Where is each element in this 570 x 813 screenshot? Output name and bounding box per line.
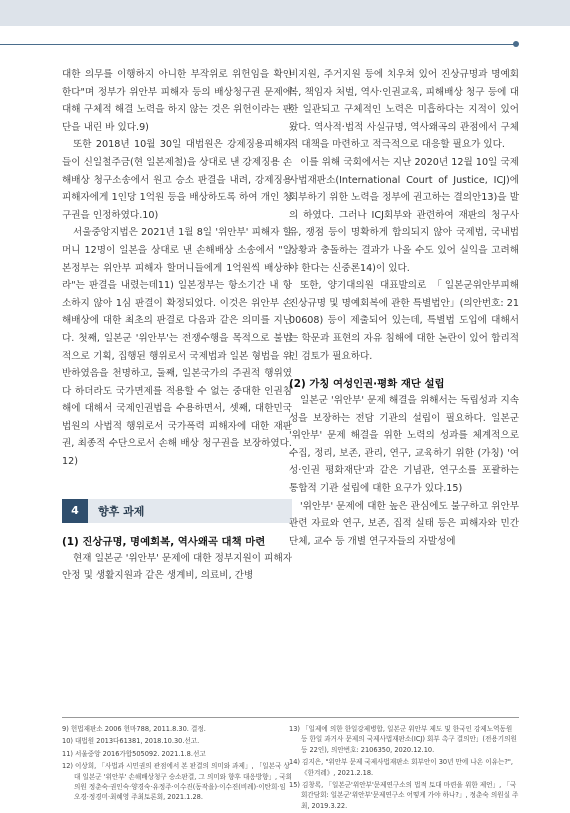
footnote: 10) 대법원 2013다61381, 2018.10.30.선고. (62, 737, 200, 746)
footnotes-right (289, 717, 519, 813)
footnote: 14) 김지은, "위안부 문제 국제사법재판소 회부안이 30년 만에 나온 이유는?", 《한겨레》, 2021.2.18. (289, 758, 513, 777)
paragraph: 일본군 '위안부' 문제 해결을 위해서는 독립성과 지속성을 보장하는 전담 기관의 설립이 필요하다. 일본군 '위안부' 문제 해결을 위한 노력의 성과를 체계적으로 수집, 정리, 보존, 관리, 연구, 교육하기 위한 (가칭) '여성·인권 평화재단'과 같은 기념관, 연구소를 포괄하는 통합적 기관 설립에 대한 요구가 있다.15) (289, 395, 519, 495)
footnote: 9) 헌법재판소 2006 헌마788, 2011.8.30. 결정. (62, 725, 206, 733)
paragraph: 서울중앙지법은 2021년 1월 8일 '위안부' 피해자 할머니 12명이 일본을 상대로 낸 손해배상 소송에서 "일본정부는 위안부 피해자 할머니들에게 1억원씩 배상하라"는 판결을 내렸는데11) 일본정부는 항소기간 내 항소하지 않아 1심 판결이 확정되었다. 이것은 위안부 손해배상에 대한 최초의 판결로 다음과 같은 의미를 지닌다. 첫째, 일본군 '위안부'는 전쟁수행을 목적으로 불법적으로 기획, 집행된 행위로서 국제법과 일본 형법을 위반하였음을 천명하고, 둘째, 일본국가의 주권적 행위였다 하더라도 국가면제를 적용할 수 없는 중대한 인권침해에 대해서 국제인권법을 수용하면서, 셋째, 대한민국 법원의 사법적 행위로서 국가폭력 피해자에 대한 재판권, 최종적 수단으로서 손해 배상 청구권을 보장하였다.12) (62, 227, 292, 468)
section-heading (62, 499, 292, 523)
right-column (289, 66, 519, 550)
header-band (0, 0, 570, 26)
paragraph: 또한, 양기대의원 대표발의로 「일본군위안부피해 진상규명 및 명예회복에 관한 특별법안」(의안번호: 2100608) 등이 제출되어 있는데, 특별법 도입에 대해서는 학문과 표현의 자유 침해에 대한 논란이 있어 합리적인 검토가 필요하다. (289, 280, 519, 362)
footnote: 11) 서울중앙 2016가합505092. 2021.1.8.선고 (62, 749, 206, 758)
footnote: 13) 「일제에 의한 한일강제병합, 일본군 위안부 제도 및 한국인 강제노역동원 등 한일 과거사 문제의 국제사법재판소(ICJ) 회부 촉구 결의안」(전용기의원 등 22인), 의안번호: 2106350, 2020.12.10. (289, 725, 517, 754)
section-number: 4 (62, 499, 88, 523)
footnote: 15) 김창록, 「일본군'위안부'문제연구소의 법적 토대 마련을 위한 제언」, 「국회간담회: 일본군'위안부'문제연구소 어떻게 가야 하나?」, 정춘숙 의원실 주최, 2019.3.22. (289, 781, 519, 810)
paragraph: 현재 일본군 '위안부' 문제에 대한 정부지원이 피해자안정 및 생활지원과 같은 생계비, 의료비, 간병 (62, 552, 292, 582)
header-rule (0, 44, 515, 45)
paragraph: 비지원, 주거지원 등에 치우쳐 있어 진상규명과 명예회복, 책임자 처벌, 역사·인권교육, 피해배상 청구 등에 대한 일관되고 구체적인 노력은 미흡하다는 지적이 있어왔다. 역사적·법적 사실규명, 역사왜곡의 관점에서 구체적 대책을 마련하고 적극적으로 대응할 필요가 있다. (289, 69, 519, 151)
paragraph: 대한 의무를 이행하지 아니한 부작위로 위헌임을 확인한다"며 정부가 위안부 피해자 등의 배상청구권 문제에 대해 구체적 해결 노력을 하지 않는 것은 위헌이라는 판단을 내린 바 있다.9) (62, 69, 292, 133)
section-title: 향후 과제 (98, 504, 145, 518)
left-column (62, 66, 292, 585)
footnotes-left (62, 717, 292, 805)
subheading: (1) 진상규명, 명예회복, 역사왜곡 대책 마련 (62, 535, 266, 548)
subheading: (2) 가칭 여성인권·평화 재단 설립 (289, 378, 445, 391)
footnote: 12) 이상희, 「사법과 시민권의 관점에서 본 판결의 의미와 과제」, 「일본국 상대 일본군 '위안부' 손해배상청구 승소판결, 그 의미와 향후 대응방향」, 국회의원 정춘숙·권인숙·양경숙·유정주·이수진(동작을)·이수진(비례)·이탄희·임오경·정경미·최혜영 주최토론회, 2021.1.28. (62, 762, 292, 802)
header-rule-dot (513, 41, 519, 47)
paragraph: 또한 2018년 10월 30일 대법원은 강제징용피해자들이 신일철주금(현 일본제철)을 상대로 낸 강제징용 손해배상 청구소송에서 원고 승소 판결을 내려, 강제징용피해자에게 1인당 1억원 등을 배상하도록 하여 개인 청구권을 인정하였다.10) (62, 139, 292, 221)
paragraph: '위안부' 문제에 대한 높은 관심에도 불구하고 위안부 관련 자료와 연구, 보존, 집적 실태 등은 피해자와 민간단체, 교수 등 개별 연구자들의 자발성에 (289, 500, 519, 547)
paragraph: 이를 위해 국회에서는 지난 2020년 12월 10일 국제사법재판소(International Court of Justice, ICJ)에 회부하기 위한 노력을 정부에 권고하는 결의안13)을 발의 하였다. 그러나 ICJ회부와 관련하여 재판의 청구사유, 쟁점 등이 명확하게 합의되지 않아 국제법, 국내법 상황과 충돌하는 결과가 나올 수도 있어 실익을 고려해야 한다는 신중론14)이 있다. (289, 156, 519, 274)
